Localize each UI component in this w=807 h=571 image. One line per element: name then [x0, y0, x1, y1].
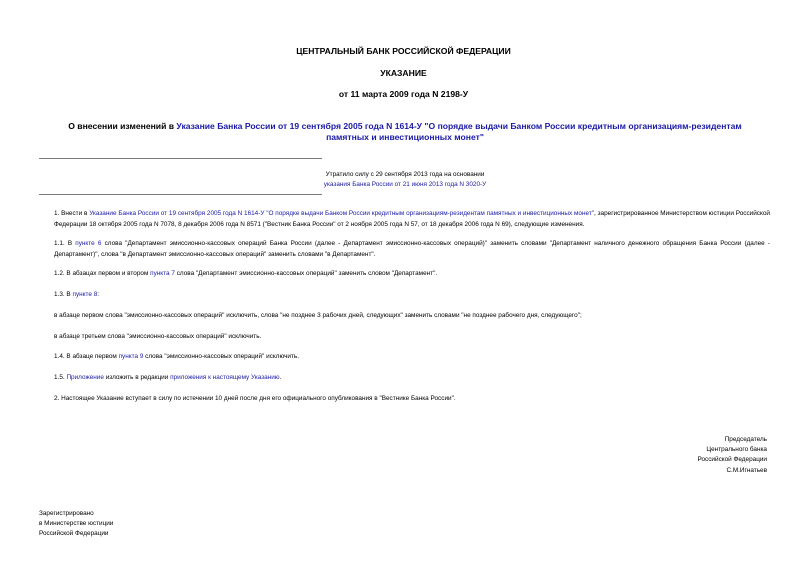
lost-force-link[interactable]: указания Банка России от 21 июня 2013 года N 3020-У	[323, 181, 487, 188]
paragraph-1-1	[54, 238, 770, 260]
lost-force-text: Утратило силу с 29 сентября 2013 года на основании	[325, 171, 485, 178]
issuer-heading: ЦЕНТРАЛЬНЫЙ БАНК РОССИЙСКОЙ ФЕДЕРАЦИИ	[296, 46, 511, 56]
paragraph-1-1-suffix: слова "Департамент эмиссионно-кассовых операций Банка России (далее - Департамент эмиссионно-кассовых операций)" заменить словами "Департамент наличного денежного обращения Банка России (далее - Департамент)", слова "в Департамент эмиссионно-кассовых операций" заменить словами "в Департамент".	[54, 240, 770, 258]
separator-rule-top	[39, 158, 322, 159]
signature-country: Российской Федерации	[697, 456, 767, 464]
paragraph-1-2-link[interactable]: пункта 7	[150, 270, 175, 277]
paragraph-1-3-b: в абзаце третьем слова "эмиссионно-кассовых операций" исключить.	[54, 333, 262, 340]
title-amended-act-link[interactable]: Указание Банка России от 19 сентября 2005 года N 1614-У "О порядке выдачи Банком России кредитным организациям-резидентам памятных и инвестиционных монет"	[176, 121, 742, 142]
registration-line-2: в Министерстве юстиции	[39, 520, 114, 528]
signature-organization: Центрального банка	[706, 446, 767, 454]
paragraph-1-4-suffix: слова "эмиссионно-кассовых операций" исключить.	[143, 353, 300, 360]
paragraph-1-4	[54, 353, 299, 360]
paragraph-1-3-a: в абзаце первом слова "эмиссионно-кассовых операций" исключить, слова "не позднее 3 рабочих дней, следующих" заменить словами "не позднее рабочего дня, следующего";	[54, 312, 582, 319]
paragraph-1-3	[54, 291, 99, 298]
paragraph-1-5-suffix: .	[279, 374, 282, 381]
paragraph-1-5	[54, 374, 281, 381]
paragraph-1-5-prefix: 1.5.	[54, 374, 67, 381]
signature-block	[698, 435, 768, 476]
paragraph-1	[54, 208, 770, 230]
registration-line-1: Зарегистрировано	[39, 510, 94, 517]
registration-note	[39, 509, 113, 540]
paragraph-1-4-link[interactable]: пункта 9	[118, 353, 144, 360]
paragraph-1-3-link[interactable]: пункте 8	[72, 291, 98, 298]
paragraph-2: 2. Настоящее Указание вступает в силу по истечении 10 дней после дня его официального опубликования в "Вестнике Банка России".	[54, 395, 456, 402]
paragraph-1-2-suffix: слова "Департамент эмиссионно-кассовых операций" заменить словом "Департамент".	[174, 270, 438, 277]
lost-force-note	[240, 170, 570, 190]
paragraph-1-3-suffix: :	[97, 291, 100, 298]
title-prefix: О внесении изменений в	[68, 121, 177, 131]
document-date-number: от 11 марта 2009 года N 2198-У	[338, 89, 469, 99]
signature-name: С.М.Игнатьев	[726, 466, 767, 474]
signature-position: Председатель	[724, 436, 767, 443]
paragraph-1-link[interactable]: Указание Банка России от 19 сентября 2005 года N 1614-У "О порядке выдачи Банком России кредитным организациям-резидентам памятных и инвестиционных монет"	[89, 210, 595, 217]
paragraph-1-4-prefix: 1.4. В абзаце первом	[54, 353, 119, 360]
paragraph-1-5-new-appendix-link[interactable]: приложения к настоящему Указанию	[170, 374, 280, 381]
paragraph-1-2-prefix: 1.2. В абзацах первом и втором	[54, 270, 151, 277]
paragraph-1-5-appendix-link[interactable]: Приложение	[66, 374, 104, 381]
document-type-heading: УКАЗАНИЕ	[380, 68, 427, 78]
paragraph-1-prefix: 1. Внести в	[54, 210, 90, 217]
document-title	[55, 121, 755, 143]
paragraph-1-suffix: , зарегистрированное Министерством юстиции Российской Федерации 18 октября 2005 года N 7078, 8 декабря 2006 года N 8571 ("Вестник Банка России" от 2 ноября 2005 года N 57, от 18 декабря 2006 года N 69), следующие изменения.	[54, 210, 770, 228]
paragraph-1-2	[54, 270, 437, 277]
paragraph-1-1-prefix: 1.1. В	[54, 240, 76, 247]
paragraph-1-1-link[interactable]: пункте 6	[75, 240, 102, 247]
separator-rule-bottom	[39, 194, 322, 195]
paragraph-1-5-middle: изложить в редакции	[103, 374, 171, 381]
registration-line-3: Российской Федерации	[39, 530, 109, 538]
paragraph-1-3-prefix: 1.3. В	[54, 291, 73, 298]
